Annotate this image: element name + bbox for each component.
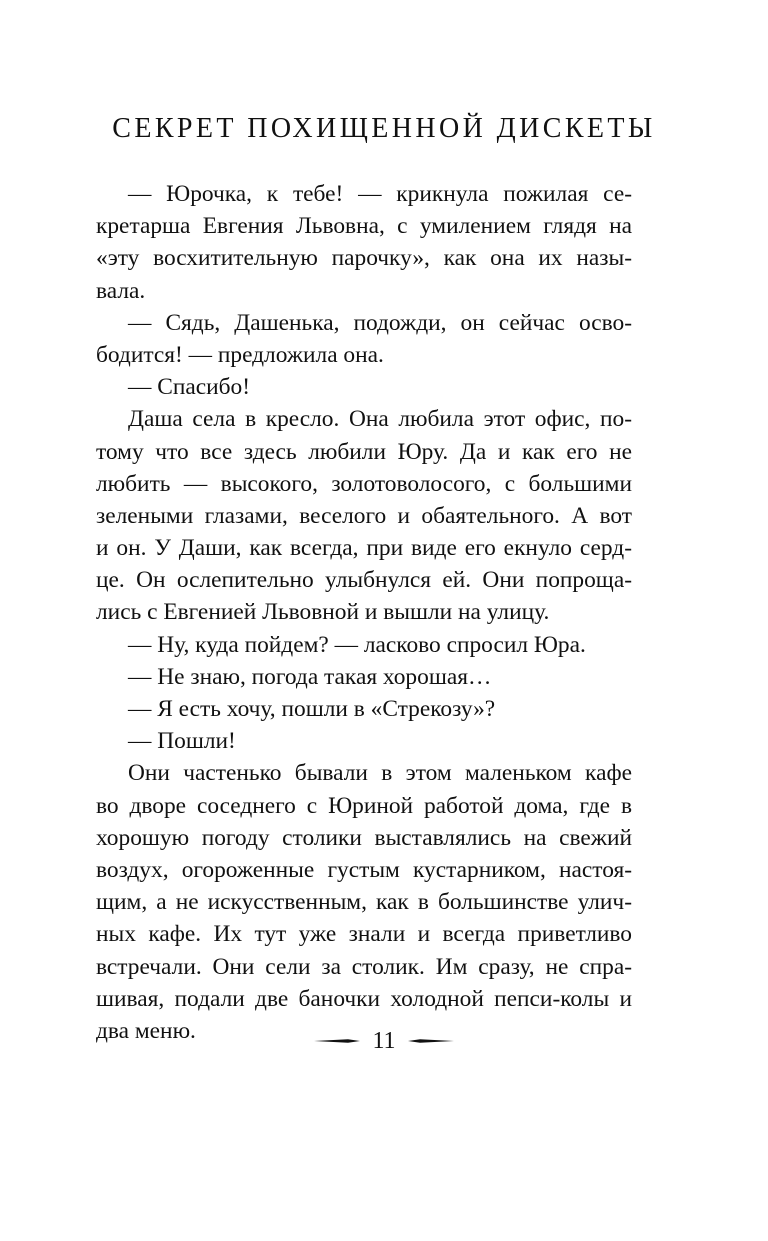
- text-line: вала.: [96, 277, 146, 304]
- paragraph-first-line: — Я есть хочу, пошли в «Стрекозу»?: [128, 696, 496, 722]
- text-line: кретарша Евгения Львовна, с умилением глядя на: [96, 213, 632, 240]
- paragraph-first-line: Они частенько бывали в этом маленьком кафе: [128, 760, 632, 787]
- text-line: «эту восхитительную парочку», как она их назы-: [96, 245, 632, 272]
- text-line: тому что все здесь любили Юру. Да и как его не: [96, 438, 632, 465]
- paragraph-first-line: — Не знаю, погода такая хорошая…: [128, 663, 492, 690]
- right-ornament-icon: [408, 1036, 454, 1046]
- text-line: во дворе соседнего с Юриной работой дома, где в: [96, 792, 632, 819]
- left-ornament-icon: [314, 1036, 360, 1046]
- text-line: хорошую погоду столики выставлялись на свежий: [96, 824, 632, 851]
- text-line: встречали. Они сели за столик. Им сразу, не спра-: [96, 953, 632, 980]
- text-line: ных кафе. Их тут уже знали и всегда приветливо: [96, 921, 632, 948]
- text-line: и он. У Даши, как всегда, при виде его екнуло серд-: [96, 535, 632, 562]
- text-line: щим, а не искусственным, как в большинстве улич-: [96, 889, 632, 916]
- text-line: воздух, огороженные густым кустарником, настоя-: [96, 856, 632, 883]
- text-line: зелеными глазами, веселого и обаятельного. А вот: [96, 502, 632, 529]
- text-line: бодится! — предложила она.: [96, 341, 384, 368]
- paragraph-first-line: — Спасибо!: [128, 374, 251, 401]
- text-line: це. Он ослепительно улыбнулся ей. Они попроща-: [96, 567, 632, 594]
- running-header: СЕКРЕТ ПОХИЩЕННОЙ ДИСКЕТЫ: [112, 113, 656, 144]
- page-folio: [0, 1025, 768, 1057]
- body-text: [96, 178, 632, 1047]
- text-line: шивая, подали две баночки холодной пепси-колы и: [96, 985, 632, 1012]
- paragraph-first-line: Даша села в кресло. Она любила этот офис, по-: [128, 406, 632, 433]
- paragraph-first-line: — Сядь, Дашенька, подожди, он сейчас осво-: [128, 309, 632, 336]
- page-number: 11: [372, 1028, 396, 1054]
- text-line: лись с Евгенией Львовной и вышли на улицу.: [96, 599, 550, 626]
- text-line: два меню.: [96, 1017, 196, 1044]
- paragraph-first-line: — Ну, куда пойдем? — ласково спросил Юра.: [128, 631, 586, 658]
- text-line: любить — высокого, золотоволосого, с большими: [96, 470, 632, 497]
- paragraph-first-line: — Юрочка, к тебе! — крикнула пожилая се-: [128, 181, 632, 207]
- paragraph-first-line: — Пошли!: [128, 728, 236, 755]
